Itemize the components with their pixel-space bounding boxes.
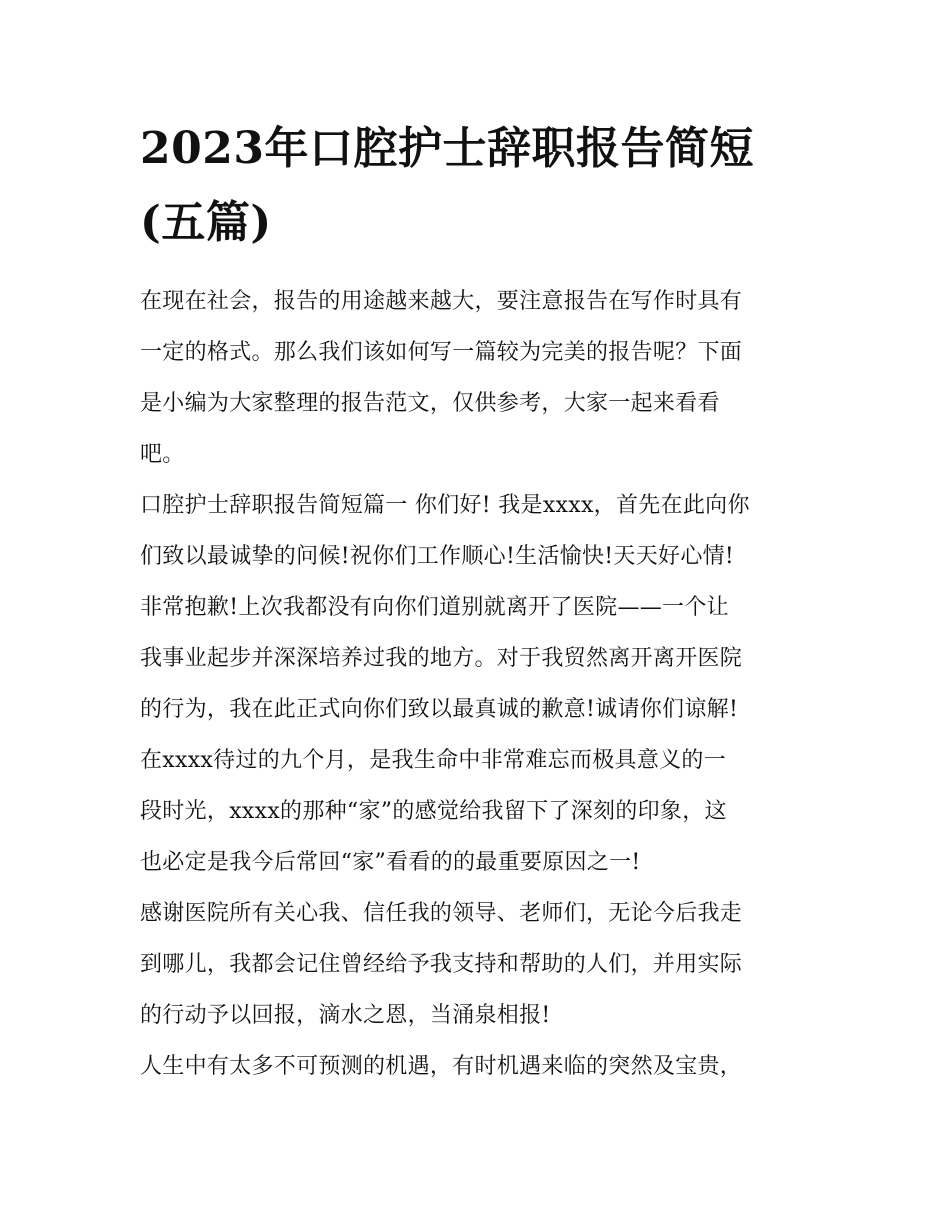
body-line: 人生中有太多不可预测的机遇，有时机遇来临的突然及宝贵， bbox=[140, 1054, 743, 1079]
body-line: 也必定是我今后常回“家”看看的的最重要原因之一! bbox=[140, 850, 641, 875]
body-line: 口腔护士辞职报告简短篇一 你们好! 我是xxxx，首先在此向你 bbox=[140, 493, 750, 518]
document-body bbox=[140, 276, 820, 1092]
body-line: 到哪儿，我都会记住曾经给予我支持和帮助的人们，并用实际 bbox=[140, 952, 743, 977]
body-line: 在xxxx待过的九个月，是我生命中非常难忘而极具意义的一 bbox=[140, 748, 727, 773]
body-line: 段时光，xxxx的那种“家”的感觉给我留下了深刻的印象，这 bbox=[140, 799, 727, 824]
title-line: (五篇) bbox=[140, 197, 272, 248]
document-title bbox=[140, 112, 820, 260]
body-line: 的行为，我在此正式向你们致以最真诚的歉意!诚请你们谅解! bbox=[140, 697, 739, 722]
body-line: 是小编为大家整理的报告范文，仅供参考，大家一起来看看 bbox=[140, 391, 720, 416]
document-page bbox=[140, 112, 820, 1092]
body-line: 非常抱歉!上次我都没有向你们道别就离开了医院——一个让 bbox=[140, 595, 729, 620]
body-line: 一定的格式。那么我们该如何写一篇较为完美的报告呢？下面 bbox=[140, 340, 743, 365]
body-line: 们致以最诚挚的问候!祝你们工作顺心!生活愉快!天天好心情! bbox=[140, 544, 735, 569]
title-line: 2023年口腔护士辞职报告简短 bbox=[140, 123, 754, 174]
body-line: 感谢医院所有关心我、信任我的领导、老师们，无论今后我走 bbox=[140, 901, 743, 926]
body-line: 在现在社会，报告的用途越来越大，要注意报告在写作时具有 bbox=[140, 289, 743, 314]
body-line: 我事业起步并深深培养过我的地方。对于我贸然离开离开医院 bbox=[140, 646, 743, 671]
body-line: 吧。 bbox=[140, 442, 185, 467]
body-line: 的行动予以回报，滴水之恩，当涌泉相报! bbox=[140, 1003, 551, 1028]
